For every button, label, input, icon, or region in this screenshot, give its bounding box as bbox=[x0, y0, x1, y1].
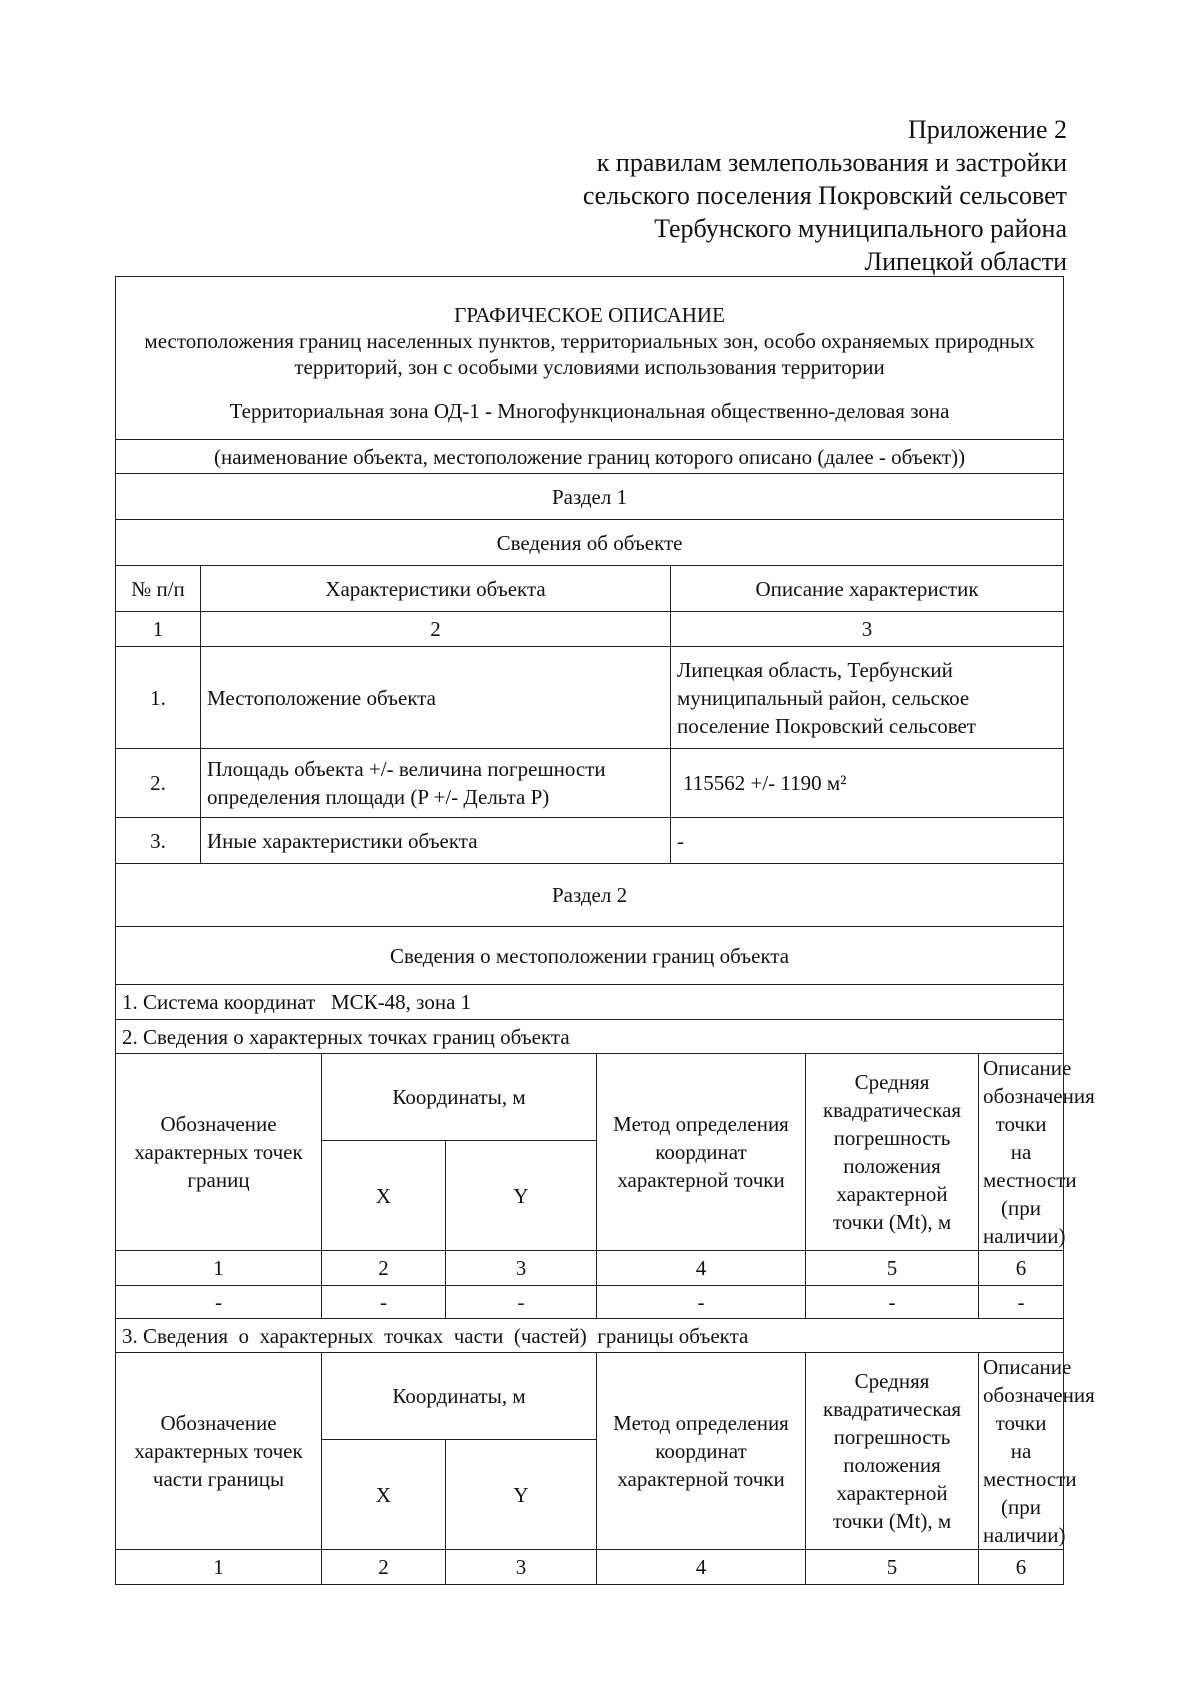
table-row bbox=[116, 647, 1064, 749]
table-row bbox=[116, 1286, 1064, 1319]
parts-header-x: X bbox=[322, 1440, 446, 1550]
table-row bbox=[116, 749, 1064, 818]
parts-col-number: 5 bbox=[806, 1550, 979, 1585]
points-header-designation: Обозначение характерных точек границ bbox=[116, 1054, 322, 1251]
parts-header-error: Средняя квадратическая погрешность положения характерной точки (Mt), м bbox=[806, 1353, 979, 1550]
points-table bbox=[115, 1053, 1095, 1585]
appendix-line-4: Тербунского муниципального района bbox=[654, 214, 1067, 243]
points-col-number: 2 bbox=[322, 1251, 446, 1286]
col-number-1: 1 bbox=[116, 612, 201, 647]
points-header-y: Y bbox=[446, 1141, 597, 1251]
col-number-3: 3 bbox=[671, 612, 1064, 647]
parts-header-y: Y bbox=[446, 1440, 597, 1550]
points-header-x: X bbox=[322, 1141, 446, 1251]
appendix-line-2: к правилам землепользования и застройки bbox=[596, 148, 1067, 177]
zone-name: Территориальная зона ОД-1 - Многофункциональная общественно-деловая зона bbox=[229, 399, 950, 423]
row-characteristic: Местоположение объекта bbox=[201, 647, 671, 749]
points-title: 2. Сведения о характерных точках границ объекта bbox=[116, 1020, 1064, 1054]
points-cell: - bbox=[806, 1286, 979, 1319]
points-header-coords: Координаты, м bbox=[322, 1054, 597, 1141]
appendix-line-1: Приложение 2 bbox=[907, 115, 1067, 144]
points-col-number: 1 bbox=[116, 1251, 322, 1286]
object-caption: (наименование объекта, местоположение границ которого описано (далее - объект)) bbox=[116, 440, 1064, 474]
appendix-line-5: Липецкой области bbox=[864, 247, 1067, 276]
row-description: - bbox=[671, 818, 1064, 864]
table-row bbox=[116, 818, 1064, 864]
points-col-number: 3 bbox=[446, 1251, 597, 1286]
points-cell: - bbox=[116, 1286, 322, 1319]
parts-header-designation: Обозначение характерных точек части границы bbox=[116, 1353, 322, 1550]
section-2-title: Раздел 2 bbox=[116, 864, 1064, 927]
points-cell: - bbox=[979, 1286, 1064, 1319]
row-num: 2. bbox=[116, 749, 201, 818]
parts-col-number: 6 bbox=[979, 1550, 1064, 1585]
parts-col-number: 2 bbox=[322, 1550, 446, 1585]
points-cell: - bbox=[322, 1286, 446, 1319]
row-num: 3. bbox=[116, 818, 201, 864]
col-header-characteristic: Характеристики объекта bbox=[201, 566, 671, 612]
document-subtitle: местоположения границ населенных пунктов, территориальных зон, особо охраняемых природных территорий, зон с особыми условиями использования территории bbox=[144, 329, 1035, 379]
points-cell: - bbox=[597, 1286, 806, 1319]
points-header-method: Метод определения координат характерной точки bbox=[597, 1054, 806, 1251]
points-col-number: 6 bbox=[979, 1251, 1064, 1286]
graphic-description-table bbox=[115, 276, 1064, 1054]
parts-col-number: 3 bbox=[446, 1550, 597, 1585]
appendix-header bbox=[367, 113, 1067, 278]
points-header-description: Описание обозначения точки на местности (при наличии) bbox=[979, 1054, 1064, 1251]
parts-title: 3. Сведения о характерных точках части (частей) границы объекта bbox=[116, 1319, 1064, 1353]
section-1-title: Раздел 1 bbox=[116, 474, 1064, 520]
row-characteristic: Площадь объекта +/- величина погрешности определения площади (P +/- Дельта P) bbox=[201, 749, 671, 818]
parts-header-description: Описание обозначения точки на местности (при наличии) bbox=[979, 1353, 1064, 1550]
section-1-subtitle: Сведения об объекте bbox=[116, 520, 1064, 566]
appendix-line-3: сельского поселения Покровский сельсовет bbox=[582, 181, 1067, 210]
row-description: Липецкая область, Тербунский муниципальный район, сельское поселение Покровский сельсовет bbox=[671, 647, 1064, 749]
points-col-number: 5 bbox=[806, 1251, 979, 1286]
row-characteristic: Иные характеристики объекта bbox=[201, 818, 671, 864]
row-description: 115562 +/- 1190 м² bbox=[671, 749, 1064, 818]
points-col-number: 4 bbox=[597, 1251, 806, 1286]
points-header-error: Средняя квадратическая погрешность положения характерной точки (Mt), м bbox=[806, 1054, 979, 1251]
parts-header-coords: Координаты, м bbox=[322, 1353, 597, 1440]
document-title: ГРАФИЧЕСКОЕ ОПИСАНИЕ bbox=[454, 303, 725, 327]
document-header bbox=[116, 277, 1064, 440]
col-number-2: 2 bbox=[201, 612, 671, 647]
col-header-description: Описание характеристик bbox=[671, 566, 1064, 612]
points-cell: - bbox=[446, 1286, 597, 1319]
col-header-num: № п/п bbox=[116, 566, 201, 612]
row-num: 1. bbox=[116, 647, 201, 749]
section-2-subtitle: Сведения о местоположении границ объекта bbox=[116, 927, 1064, 985]
coordinate-system: 1. Система координат МСК-48, зона 1 bbox=[116, 985, 1064, 1020]
parts-col-number: 4 bbox=[597, 1550, 806, 1585]
parts-col-number: 1 bbox=[116, 1550, 322, 1585]
parts-header-method: Метод определения координат характерной точки bbox=[597, 1353, 806, 1550]
